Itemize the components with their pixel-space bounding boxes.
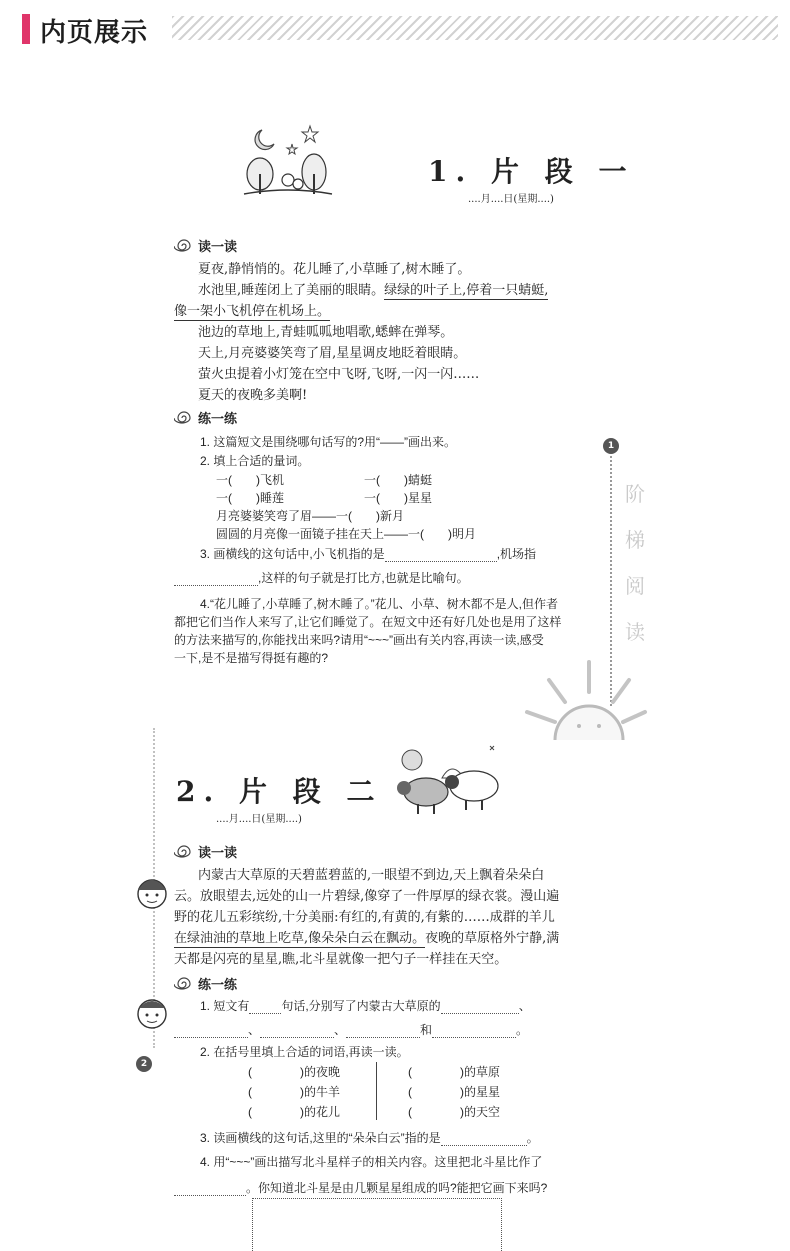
part2-question-4: 4. 用“~~~”画出描写北斗星样子的相关内容。这里把北斗星比作了 — [200, 1155, 543, 1169]
swirl-icon — [174, 411, 194, 425]
part2-q3-blank[interactable] — [441, 1133, 527, 1146]
part1-read-line-1: 夏夜,静悄悄的。花儿睡了,小草睡了,树木睡了。 — [198, 262, 471, 277]
part2-question-4-cont — [174, 1180, 547, 1196]
part2-practice-label: 练一练 — [198, 978, 238, 993]
part2-q4-text-b: 。你知道北斗星是由几颗星星组成的吗?能把它画下来吗? — [246, 1181, 548, 1195]
girl-face-icon — [132, 868, 172, 914]
part2-read-line-4 — [174, 931, 559, 947]
part2-underlined-sentence: 在绿油油的草地上吃草,像朵朵白云在飘动。 — [174, 931, 426, 946]
part2-read-line-3: 野的花儿五彩缤纷,十分美丽:有红的,有黄的,有紫的……成群的羊儿 — [174, 910, 555, 925]
drawing-box[interactable] — [252, 1198, 502, 1251]
part1-read-line-2 — [198, 283, 548, 299]
part2-q2-left-2: ( )的牛羊 — [248, 1085, 340, 1099]
part2-q1-text-c: 、 — [518, 999, 531, 1013]
part1-question-1: 1. 这篇短文是围绕哪句话写的?用“——”画出来。 — [200, 435, 457, 449]
part1-date-line: ....月....日(星期....) — [468, 194, 554, 205]
part1-read-line-2a: 水池里,睡莲闭上了美丽的眼睛。 — [198, 283, 385, 298]
page-number-2: 2 — [136, 1056, 152, 1072]
part1-practice-heading — [174, 408, 237, 427]
part1-question-3 — [200, 546, 536, 562]
part1-read-line-7: 夏天的夜晚多美啊! — [198, 388, 308, 403]
part2-question-1 — [200, 998, 531, 1014]
page-number-1: 1 — [603, 438, 619, 454]
part2-q1-text-f: 。 — [516, 1023, 529, 1037]
side-text-char-1: 阶 — [625, 482, 645, 506]
part2-q3-text-b: 。 — [526, 1131, 539, 1145]
part1-read-line-3 — [174, 304, 330, 320]
part1-q3-text-b: ,机场指 — [496, 547, 537, 561]
part1-q3-text-a: 3. 画横线的这句话中,小飞机指的是 — [200, 547, 385, 561]
part1-q3-blank-2[interactable] — [174, 573, 258, 586]
part1-question-4-line-4: 一下,是不是描写得挺有趣的? — [174, 651, 329, 665]
part1-question-2: 2. 填上合适的量词。 — [200, 454, 310, 468]
part2-read-line-2: 云。放眼望去,远处的山一片碧绿,像穿了一件厚厚的绿衣裳。漫山遍 — [174, 889, 560, 904]
part2-read-label: 读一读 — [198, 846, 238, 861]
part1-read-line-4: 池边的草地上,青蛙呱呱地唱歌,蟋蟀在弹琴。 — [198, 325, 454, 340]
part2-q1-blank-1[interactable] — [441, 1001, 519, 1014]
part2-practice-heading — [174, 974, 237, 993]
part1-question-4-line-2: 都把它们当作人来写了,让它们睡觉了。在短文中还有好几处也是用了这样 — [174, 615, 562, 629]
boy-face-icon — [132, 990, 172, 1034]
part1-question-4-line-3: 的方法来描写的,你能找出来吗?请用“~~~”画出有关内容,再读一读,感受 — [174, 633, 544, 647]
part2-q1-blank-5[interactable] — [432, 1025, 516, 1038]
swirl-icon — [174, 977, 194, 991]
part1-practice-label: 练一练 — [198, 412, 238, 427]
part2-q2-left-3: ( )的花儿 — [248, 1105, 340, 1119]
part2-question-2: 2. 在括号里填上合适的词语,再读一读。 — [200, 1045, 409, 1059]
part1-underlined-sentence-a: 绿绿的叶子上,停着一只蜻蜓, — [384, 283, 549, 298]
part2-question-3 — [200, 1130, 539, 1146]
part1-q2-item-5: 月亮婆婆笑弯了眉——一( )新月 — [216, 509, 404, 523]
part2-read-line-4b: 夜晚的草原格外宁静,满 — [425, 931, 560, 946]
part1-title: 1. 片 段 一 — [428, 155, 635, 188]
part2-read-line-5: 天都是闪亮的星星,瞧,北斗星就像一把勺子一样挂在天空。 — [174, 952, 508, 967]
part2-q1-blank-count[interactable] — [249, 1001, 281, 1014]
header-hatch-decoration — [172, 16, 778, 40]
part1-q3-blank-1[interactable] — [385, 549, 497, 562]
part1-read-label: 读一读 — [198, 240, 238, 255]
header-accent-bar — [22, 14, 30, 44]
part1-q2-item-6: 圆圆的月亮像一面镜子挂在天上——一( )明月 — [216, 527, 476, 541]
sheep-illustration — [382, 740, 522, 820]
part1-q3-text-c: ,这样的句子就是打比方,也就是比喻句。 — [258, 571, 469, 585]
swirl-icon — [174, 845, 194, 859]
part1-read-line-6: 萤火虫提着小灯笼在空中飞呀,飞呀,一闪一闪…… — [198, 367, 480, 382]
q2-column-divider — [376, 1062, 377, 1120]
part2-q1-text-b: 句话,分别写了内蒙古大草原的 — [281, 999, 441, 1013]
part2-q2-right-1: ( )的草原 — [408, 1065, 500, 1079]
part2-question-1-cont — [174, 1022, 528, 1038]
night-garden-illustration — [240, 122, 336, 198]
part2-q2-right-2: ( )的星星 — [408, 1085, 500, 1099]
side-text-char-4: 读 — [625, 620, 645, 644]
part2-q1-text-e: 和 — [420, 1023, 433, 1037]
part2-read-heading — [174, 842, 237, 861]
part1-question-3-cont — [174, 570, 469, 586]
part1-q2-item-2: 一( )蜻蜓 — [364, 473, 432, 487]
part1-read-line-5: 天上,月亮婆婆笑弯了眉,星星调皮地眨着眼睛。 — [198, 346, 467, 361]
part2-date-line: ....月....日(星期....) — [216, 814, 302, 825]
part1-q2-item-1: 一( )飞机 — [216, 473, 284, 487]
part2-q1-text-d2: 、 — [334, 1023, 347, 1037]
part2-q1-blank-2[interactable] — [174, 1025, 248, 1038]
part1-q2-item-4: 一( )星星 — [364, 491, 432, 505]
part2-read-line-1: 内蒙古大草原的天碧蓝碧蓝的,一眼望不到边,天上飘着朵朵白 — [198, 868, 545, 883]
page-header-title: 内页展示 — [40, 18, 149, 48]
part1-underlined-sentence-b: 像一架小飞机停在机场上。 — [174, 304, 331, 319]
sun-illustration — [515, 650, 650, 740]
part2-q1-blank-4[interactable] — [346, 1025, 420, 1038]
part1-question-4-line-1: 4.“花儿睡了,小草睡了,树木睡了。”花儿、小草、树木都不是人,但作者 — [200, 597, 559, 611]
part2-title: 2. 片 段 二 — [176, 775, 383, 808]
part2-q2-left-1: ( )的夜晚 — [248, 1065, 340, 1079]
part2-q1-text-a: 1. 短文有 — [200, 999, 250, 1013]
side-text-char-3: 阅 — [625, 574, 645, 598]
part2-q1-text-d: 、 — [248, 1023, 261, 1037]
part2-q3-text-a: 3. 读画横线的这句话,这里的“朵朵白云”指的是 — [200, 1131, 441, 1145]
part1-q2-item-3: 一( )睡莲 — [216, 491, 284, 505]
part2-q1-blank-3[interactable] — [260, 1025, 334, 1038]
part2-q4-blank[interactable] — [174, 1183, 246, 1196]
part1-read-heading — [174, 236, 237, 255]
side-text-char-2: 梯 — [625, 528, 645, 552]
part2-q2-right-3: ( )的天空 — [408, 1105, 500, 1119]
swirl-icon — [174, 239, 194, 253]
